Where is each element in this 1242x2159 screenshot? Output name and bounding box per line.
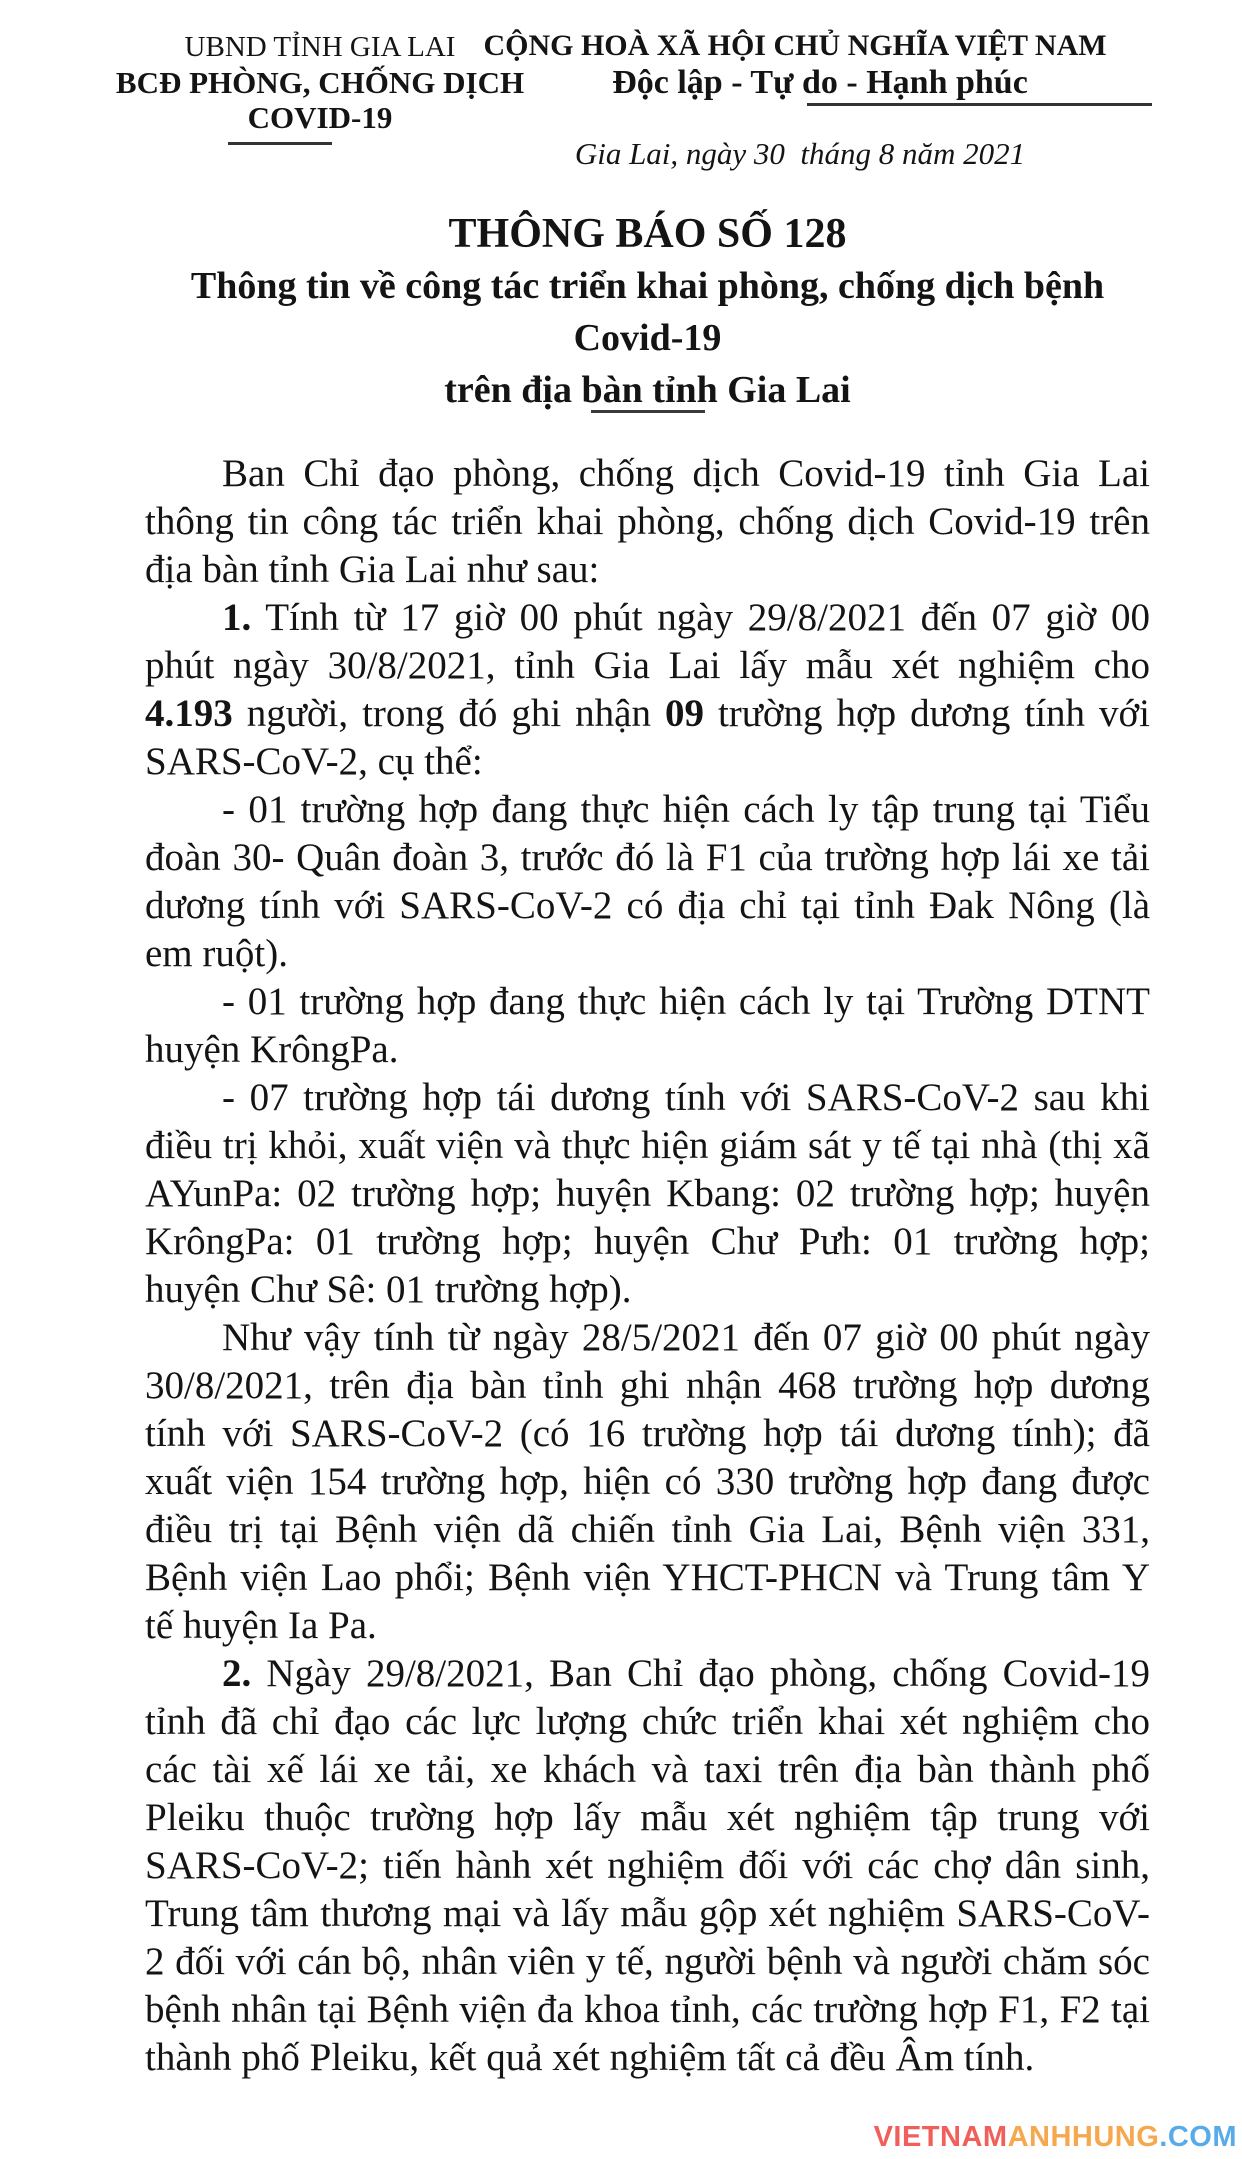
watermark-part-com: .COM — [1159, 2121, 1237, 2153]
section-1-number: 1. — [222, 596, 252, 639]
paragraph-intro: Ban Chỉ đạo phòng, chống dịch Covid-19 tỉnh Gia Lai thông tin công tác triển khai phòng, chống dịch Covid-19 trên địa bàn tỉnh Gia Lai như sau: — [145, 452, 1150, 591]
section-1-text-c: trường hợp dương tính với SARS-CoV-2, cụ thể: — [145, 692, 1150, 783]
document-title-block — [145, 208, 1150, 413]
watermark-part-anhhung: ANHHUNG — [1007, 2121, 1160, 2153]
document-subtitle-line3: trên địa bàn tỉnh Gia Lai — [444, 369, 851, 411]
place-dateline: Gia Lai, ngày 30 tháng 8 năm 2021 — [574, 136, 1026, 171]
paragraph-section-2 — [145, 1650, 1150, 2082]
national-motto-block — [470, 28, 1120, 102]
paragraph-case-1: - 01 trường hợp đang thực hiện cách ly tập trung tại Tiểu đoàn 30- Quân đoàn 3, trước đó là F1 của trường hợp lái xe tải dương tính với SARS-CoV-2 có địa chỉ tại tỉnh Đak Nông (là em ruột). — [145, 788, 1150, 975]
motto-underline — [807, 103, 1152, 106]
org-covid: COVID-19 — [247, 100, 393, 135]
tested-count: 4.193 — [145, 692, 233, 735]
site-watermark — [874, 2121, 1237, 2154]
section-2-number: 2. — [222, 1652, 252, 1695]
paragraph-section-1 — [145, 594, 1150, 786]
national-title: CỘNG HOÀ XÃ HỘI CHỦ NGHĨA VIỆT NAM — [483, 29, 1107, 62]
org-underline — [228, 142, 332, 145]
watermark-part-vietnam: VIETNAM — [873, 2121, 1008, 2153]
section-1-text-a: Tính từ 17 giờ 00 phút ngày 29/8/2021 đến 07 giờ 00 phút ngày 30/8/2021, tỉnh Gia Lai lấy mẫu xét nghiệm cho — [145, 596, 1150, 687]
document-subtitle-line2: Covid-19 — [573, 317, 722, 359]
document-body — [145, 450, 1150, 2082]
paragraph-case-2: - 01 trường hợp đang thực hiện cách ly tại Trường DTNT huyện KrôngPa. — [145, 980, 1150, 1071]
national-motto: Độc lập - Tự do - Hạnh phúc — [612, 64, 1028, 101]
org-name: UBND TỈNH GIA LAI — [184, 31, 456, 63]
document-subtitle-line1: Thông tin về công tác triển khai phòng, chống dịch bệnh — [190, 265, 1105, 307]
org-committee: BCĐ PHÒNG, CHỐNG DỊCH — [115, 65, 525, 100]
positive-count: 09 — [664, 692, 704, 735]
section-2-text: Ngày 29/8/2021, Ban Chỉ đạo phòng, chống Covid-19 tỉnh đã chỉ đạo các lực lượng chức triển khai xét nghiệm cho các tài xế lái xe tải, xe khách và taxi trên địa bàn thành phố Pleiku thuộc trường hợp lấy mẫu xét nghiệm tập trung với SARS-CoV-2; tiến hành xét nghiệm đối với các chợ dân sinh, Trung tâm thương mại và lấy mẫu gộp xét nghiệm SARS-CoV-2 đối với cán bộ, nhân viên y tế, người bệnh và người chăm sóc bệnh nhân tại Bệnh viện đa khoa tỉnh, các trường hợp F1, F2 tại thành phố Pleiku, kết quả xét nghiệm tất cả đều Âm tính. — [145, 1652, 1150, 2079]
section-1-text-b: người, trong đó ghi nhận — [232, 692, 665, 735]
paragraph-cumulative: Như vậy tính từ ngày 28/5/2021 đến 07 giờ 00 phút ngày 30/8/2021, trên địa bàn tỉnh ghi nhận 468 trường hợp dương tính với SARS-CoV-2 (có 16 trường hợp tái dương tính); đã xuất viện 154 trường hợp, hiện có 330 trường hợp đang được điều trị tại Bệnh viện dã chiến tỉnh Gia Lai, Bệnh viện 331, Bệnh viện Lao phổi; Bệnh viện YHCT-PHCN và Trung tâm Y tế huyện Ia Pa. — [145, 1316, 1150, 1647]
document-number-title: THÔNG BÁO SỐ 128 — [448, 211, 847, 257]
paragraph-case-3: - 07 trường hợp tái dương tính với SARS-CoV-2 sau khi điều trị khỏi, xuất viện và thực hiện giám sát y tế tại nhà (thị xã AYunPa: 02 trường hợp; huyện Kbang: 02 trường hợp; huyện KrôngPa: 01 trường hợp; huyện Chư Pưh: 01 trường hợp; huyện Chư Sê: 01 trường hợp). — [145, 1076, 1150, 1311]
